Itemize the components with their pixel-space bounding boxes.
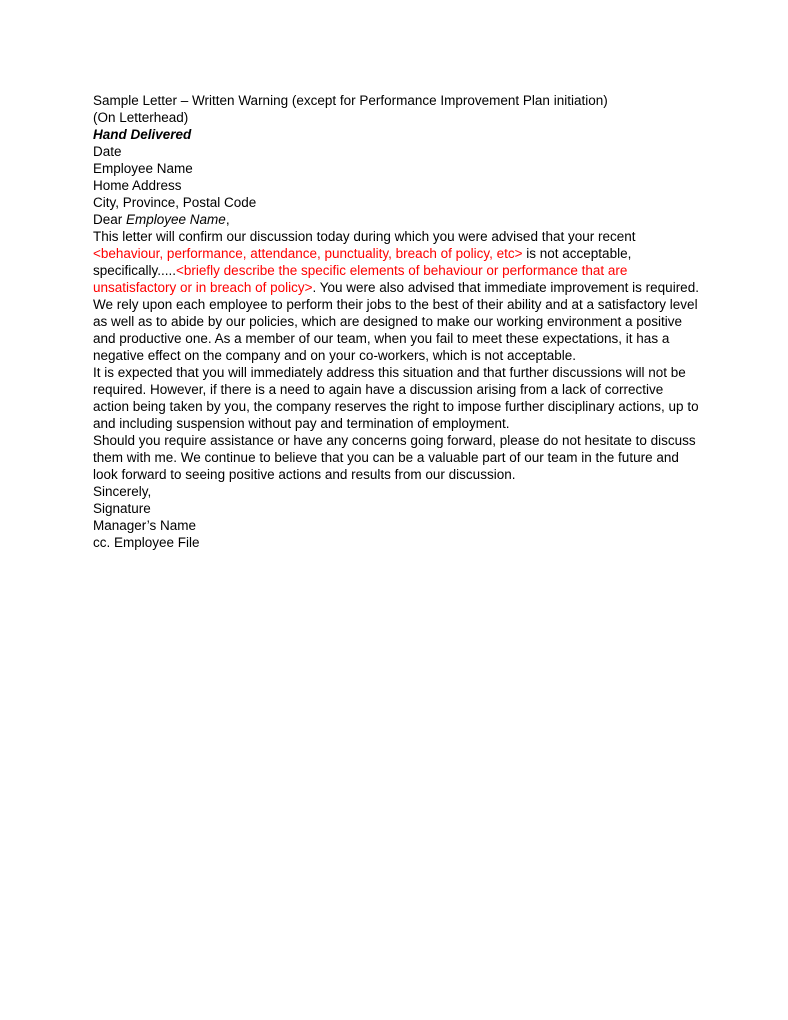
paragraph-1-placeholder: <behaviour, performance, attendance, punctuality, breach of policy, etc>	[93, 246, 523, 261]
salutation-suffix: ,	[225, 212, 230, 227]
paragraph-1-placeholder: <briefly describe the specific elements of behaviour or performance that are unsatisfactory or in breach of policy>	[93, 263, 628, 295]
paragraph-2: We rely upon each employee to perform their jobs to the best of their ability and at a satisfactory level as well as to abide by our policies, which are designed to make our working environment a positive and productive one. As a member of our team, when you fail to meet these expectations, it has a negative effect on the company and on your co-workers, which is not acceptable.	[93, 297, 698, 363]
paragraph-1-segment: is not acceptable, specifically.....	[93, 246, 632, 278]
recipient-street-address: Home Address	[93, 178, 182, 193]
paragraph-1-segment: . You were also advised that immediate improvement is required.	[312, 280, 699, 295]
date-line: Date	[93, 144, 122, 159]
paragraph-4: Should you require assistance or have any concerns going forward, please do not hesitate to discuss them with me. We continue to believe that you can be a valuable part of our team in the future and look forward to seeing positive actions and results from our discussion.	[93, 433, 696, 482]
paragraph-1-segment: This letter will confirm our discussion today during which you were advised that your recent	[93, 229, 636, 244]
manager-name: Manager’s Name	[93, 518, 197, 533]
salutation	[93, 211, 699, 228]
closing: Sincerely,	[93, 484, 152, 499]
recipient-city-line: City, Province, Postal Code	[93, 195, 257, 210]
document-title: Sample Letter – Written Warning (except for Performance Improvement Plan initiation)	[93, 93, 608, 108]
cc-line: cc. Employee File	[93, 535, 200, 550]
paragraph-1	[93, 228, 699, 296]
recipient-name: Employee Name	[93, 161, 193, 176]
letterhead-note: (On Letterhead)	[93, 110, 189, 125]
salutation-prefix: Dear	[93, 212, 127, 227]
paragraph-3: It is expected that you will immediately address this situation and that further discussions will not be required. However, if there is a need to again have a discussion arising from a lack of corrective action being taken by you, the company reserves the right to impose further disciplinary actions, up to and including suspension without pay and termination of employment.	[93, 365, 699, 431]
delivery-method: Hand Delivered	[93, 127, 192, 142]
signature-label: Signature	[93, 501, 151, 516]
recipient-address-block	[93, 160, 699, 211]
salutation-name: Employee Name	[126, 212, 226, 227]
